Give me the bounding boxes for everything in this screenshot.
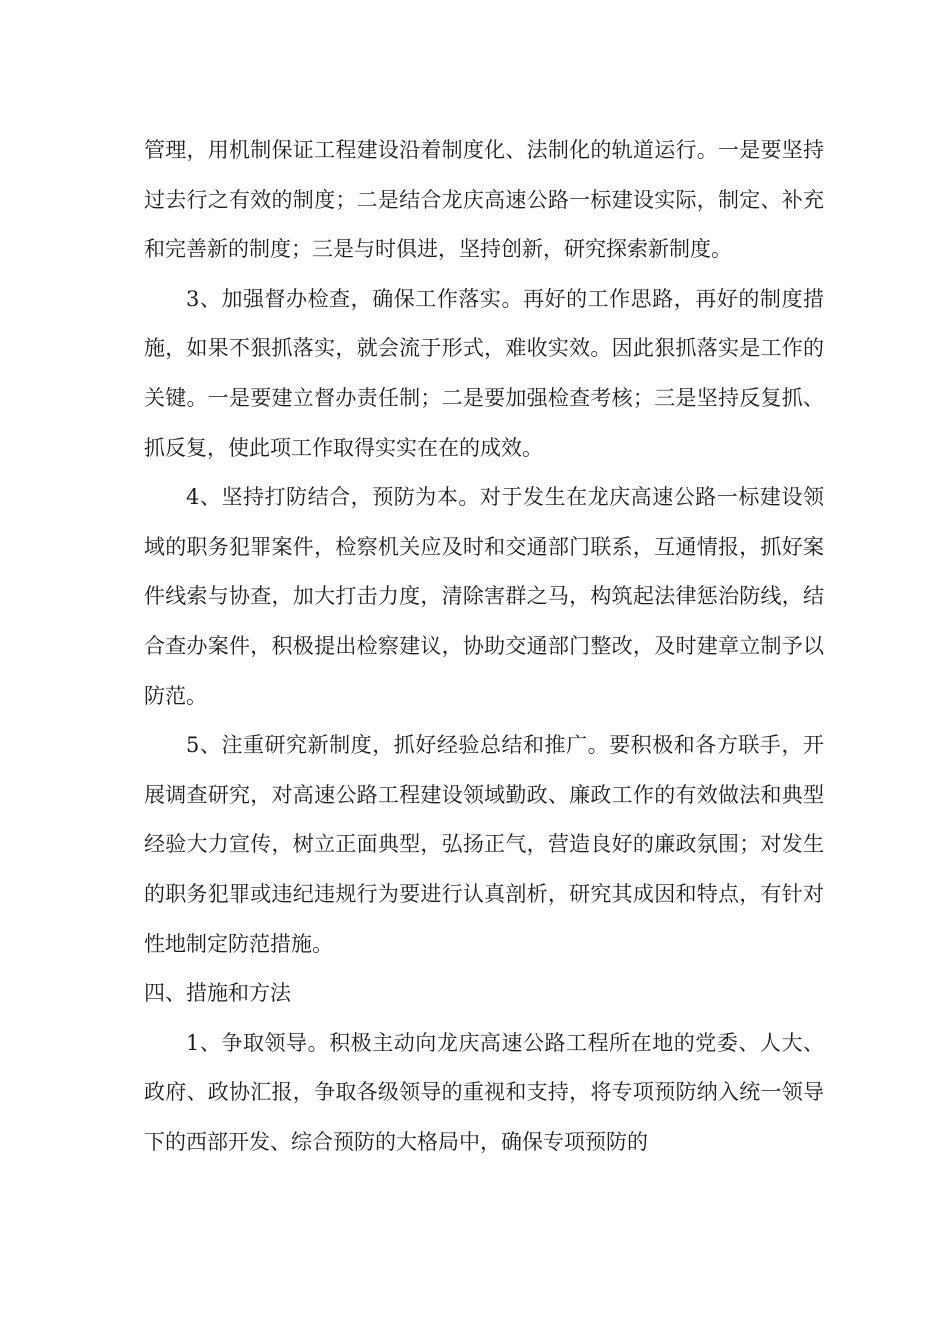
paragraph-continuation: 管理，用机制保证工程建设沿着制度化、法制化的轨道运行。一是要坚持过去行之有效的制度；二是结合龙庆高速公路一标建设实际，制定、补充和完善新的制度；三是与时俱进，坚持创新，研究探索新制度。 <box>144 138 824 262</box>
section-heading: 四、措施和方法 <box>144 981 291 1006</box>
document-body <box>144 126 824 1167</box>
paragraph-item-3: 3、加强督办检查，确保工作落实。再好的工作思路，再好的制度措施，如果不狠抓落实，就会流于形式，难收实效。因此狠抓落实是工作的关键。一是要建立督办责任制；二是要加强检查考核；三是坚持反复抓、抓反复，使此项工作取得实实在在的成效。 <box>144 286 824 460</box>
paragraph-item-5: 5、注重研究新制度，抓好经验总结和推广。要积极和各方联手，开展调查研究，对高速公路工程建设领域勤政、廉政工作的有效做法和典型经验大力宣传，树立正面典型，弘扬正气，营造良好的廉政氛围；对发生的职务犯罪或违纪违规行为要进行认真剖析，研究其成因和特点，有针对性地制定防范措施。 <box>144 733 824 956</box>
paragraph-item-1: 1、争取领导。积极主动向龙庆高速公路工程所在地的党委、人大、政府、政协汇报，争取各级领导的重视和支持，将专项预防纳入统一领导下的西部开发、综合预防的大格局中，确保专项预防的 <box>144 1030 824 1154</box>
paragraph-item-4: 4、坚持打防结合，预防为本。对于发生在龙庆高速公路一标建设领域的职务犯罪案件，检察机关应及时和交通部门联系，互通情报，抓好案件线索与协查，加大打击力度，清除害群之马，构筑起法律惩治防线，结合查办案件，积极提出检察建议，协助交通部门整改，及时建章立制予以防范。 <box>144 485 824 708</box>
